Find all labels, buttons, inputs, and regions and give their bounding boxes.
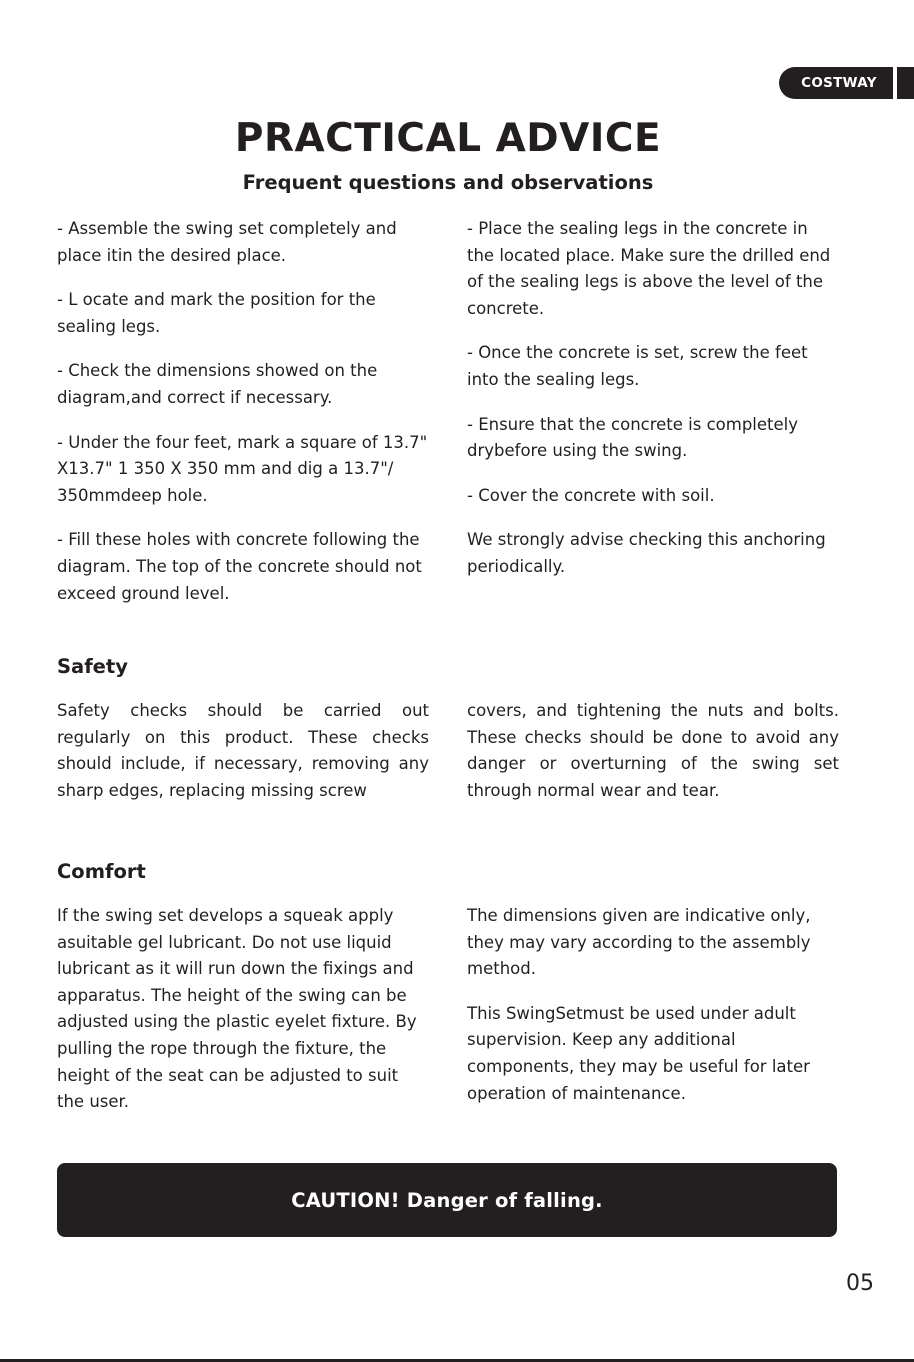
installation-left-column [57, 216, 429, 625]
installation-step: - Check the dimensions showed on the diagram,and correct if necessary. [57, 361, 378, 407]
safety-heading: Safety [57, 655, 128, 678]
comfort-right-column [467, 903, 839, 1125]
anchoring-advice: We strongly advise checking this anchoring periodically. [467, 530, 826, 576]
safety-right-column [467, 698, 839, 822]
installation-step: - Ensure that the concrete is completely drybefore using the swing. [467, 414, 799, 461]
page-title: PRACTICAL ADVICE [234, 116, 662, 161]
installation-right-column [467, 216, 839, 599]
page-subtitle: Frequent questions and observations [242, 171, 654, 194]
installation-step: - Fill these holes with concrete following the diagram. The top of the concrete should not exceed ground level. [57, 530, 422, 603]
brand-logo-tab: COSTWAY [779, 67, 893, 99]
comfort-left-column [57, 903, 429, 1134]
caution-text: CAUTION! Danger of falling. [291, 1188, 603, 1212]
installation-step: - Assemble the swing set completely and place itin the desired place. [57, 219, 397, 265]
installation-step: - L ocate and mark the position for the sealing legs. [57, 290, 376, 336]
caution-banner [57, 1163, 837, 1237]
installation-step: - Once the concrete is set, screw the feet into the sealing legs. [467, 343, 808, 389]
installation-step: - Cover the concrete with soil. [467, 485, 715, 505]
installation-step: - Under the four feet, mark a square of 13.7" X13.7" 1 350 X 350 mm and dig a 13.7"/ 350mmdeep hole. [57, 432, 428, 505]
safety-text: Safety checks should be carried out regularly on this product. These checks should include, if necessary, removing any sharp edges, replacing missing screw [57, 701, 429, 800]
brand-edge-bar [897, 67, 914, 99]
comfort-heading: Comfort [57, 860, 146, 883]
safety-left-column [57, 698, 429, 822]
comfort-text: If the swing set develops a squeak apply asuitable gel lubricant. Do not use liquid lubricant as it will run down the fixings and apparatus. The height of the swing can be adjusted using the plastic eyelet fixture. By pulling the rope through the fixture, the height of the seat can be adjusted to suit the user. [57, 906, 417, 1112]
page-number: 05 [846, 1271, 874, 1296]
safety-text: covers, and tightening the nuts and bolts. These checks should be done to avoid any danger or overturning of the swing set through normal wear and tear. [467, 701, 839, 800]
supervision-text: This SwingSetmust be used under adult supervision. Keep any additional components, they may be useful for later operation of maintenance. [467, 1003, 810, 1103]
comfort-text: The dimensions given are indicative only, they may vary according to the assembly method. [467, 906, 811, 979]
installation-step: - Place the sealing legs in the concrete in the located place. Make sure the drilled end of the sealing legs is above the level of the concrete. [467, 219, 831, 318]
